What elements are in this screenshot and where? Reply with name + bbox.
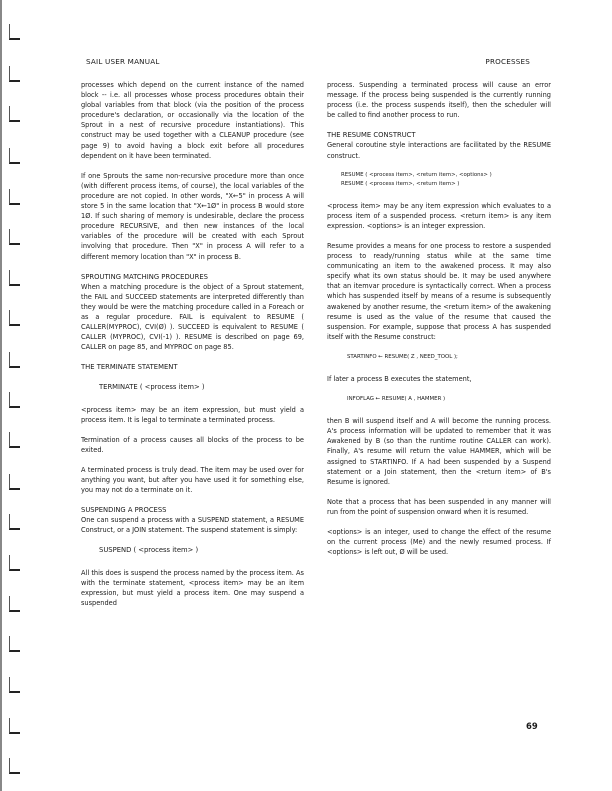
code-syntax: TERMINATE ( <process item> ) bbox=[99, 383, 205, 392]
page-number: 69 bbox=[526, 721, 538, 731]
binder-mark bbox=[9, 392, 20, 408]
code-example: INFOFLAG ← RESUME( A , HAMMER ) bbox=[347, 396, 446, 403]
code-syntax: SUSPEND ( <process item> ) bbox=[99, 546, 199, 555]
paragraph: If later a process B executes the statement, bbox=[327, 374, 472, 383]
binder-mark bbox=[9, 352, 20, 368]
paragraph: All this does is suspend the process named by the process item. As with the terminate statement, <process item> may be an item expression, but must yield a process item. One may suspend a suspended bbox=[81, 568, 304, 607]
binder-mark bbox=[9, 636, 20, 652]
paragraph: Note that a process that has been suspended in any manner will run from the point of suspension onward when it is resumed. bbox=[327, 497, 551, 516]
binder-mark bbox=[9, 514, 20, 530]
section-heading: THE TERMINATE STATEMENT bbox=[81, 363, 178, 372]
paragraph: <process item> may be any item expression which evaluates to a process item of a suspended process. <return item> is any item expression. <options> is an integer expression. bbox=[327, 201, 551, 230]
binder-mark bbox=[9, 758, 20, 774]
section-heading: SUSPENDING A PROCESS bbox=[81, 506, 167, 515]
paragraph: If one Sprouts the same non-recursive procedure more than once (with different process items, of course), the local variables of the procedure are not copied. In other words, "X←5" in process A will store 5 in the same location that "X←1Ø" in process B would store 1Ø. If such sharing of memory is undesirable, declare the process procedure RECURSIVE, and then new instances of the local variables of the procedure will be created with each Sprout involving that procedure. Then "X" in process A will refer to a different memory location than "X" in process B. bbox=[81, 171, 304, 261]
running-header-title: SAIL USER MANUAL bbox=[86, 57, 160, 66]
binder-mark bbox=[9, 24, 20, 40]
binder-mark bbox=[9, 310, 20, 326]
binder-mark bbox=[9, 229, 20, 245]
binder-mark bbox=[9, 270, 20, 286]
paragraph: Resume provides a means for one process to restore a suspended process to ready/running status while at the same time communicating an item to the awakened process. It may also specify what its own status should be. It may be used anywhere that an itemvar procedure is syntactically correct. When a process which has suspended itself by means of a resume is subsequently awakened by another resume, the <return item> of the awakening resume is used as the value of the resume that caused the suspension. For example, suppose that process A has suspended itself with the Resume construct: bbox=[327, 241, 551, 341]
binder-mark bbox=[9, 596, 20, 612]
paragraph: <process item> may be an item expression, but must yield a process item. It is legal to terminate a terminated process. bbox=[81, 405, 304, 424]
binder-mark bbox=[9, 432, 20, 448]
binder-mark bbox=[9, 66, 20, 82]
binder-marks bbox=[9, 0, 23, 791]
paragraph: <options> is an integer, used to change the effect of the resume on the current process (Me) and the newly resumed process. If <options> is left out, Ø will be used. bbox=[327, 528, 551, 557]
binder-mark bbox=[9, 677, 20, 693]
binder-mark bbox=[9, 148, 20, 164]
paragraph: A terminated process is truly dead. The item may be used over for anything you want, but after you have used it for something else, you may not do a terminate on it. bbox=[81, 465, 304, 495]
paragraph: then B will suspend itself and A will become the running process. A's process information will be updated to remember that it was Awakened by B (so than the runtime routine CALLER can work). Finally, A's resume will return the value HAMMER, which will be assigned to STARTINFO. If A had been suspended by a Suspend statement or a Join statement, then the <return item> of B's Resume is ignored. bbox=[327, 417, 551, 486]
running-header-section: PROCESSES bbox=[485, 57, 530, 66]
paragraph: processes which depend on the current instance of the named block -- i.e. all processes whose process procedures obtain their global variables from that block (via the position of the process procedure's declaration, or occasionally via the location of the Sprout in a nest of recursive procedure instantiations). This construct may be used together with a CLEANUP procedure (see page 9) to avoid having a block exit before all procedures dependent on it have been terminated. bbox=[81, 81, 304, 160]
paragraph: One can suspend a process with a SUSPEND statement, a RESUME Construct, or a JOIN statement. The suspend statement is simply: bbox=[81, 516, 304, 535]
page-edge-shadow bbox=[0, 0, 2, 791]
code-example: STARTINFO ← RESUME( Z , NEED_TOOL ); bbox=[347, 353, 458, 360]
section-heading: SPROUTING MATCHING PROCEDURES bbox=[81, 272, 208, 281]
paragraph: General coroutine style interactions are facilitated by the RESUME construct. bbox=[327, 141, 551, 160]
paragraph: Termination of a process causes all blocks of the process to be exited. bbox=[81, 435, 304, 454]
binder-mark bbox=[9, 189, 20, 205]
binder-mark bbox=[9, 474, 20, 490]
section-heading: THE RESUME CONSTRUCT bbox=[327, 131, 416, 140]
binder-mark bbox=[9, 718, 20, 734]
code-syntax: RESUME ( <process item>, <return item>, <options> ) bbox=[341, 171, 492, 178]
binder-mark bbox=[9, 106, 20, 122]
code-syntax: RESUME ( <process item>, <return item> ) bbox=[341, 180, 460, 187]
paragraph: When a matching procedure is the object of a Sprout statement, the FAIL and SUCCEED statements are interpreted differently than they would be were the matching procedure called in a Foreach or as a regular procedure. FAIL is equivalent to RESUME ( CALLER(MYPROC), CVI(Ø) ). SUCCEED is equivalent to RESUME ( CALLER (MYPROC), CVI(-1) ). RESUME is described on page 69, CALLER on page 85, and MYPROC on page 85. bbox=[81, 282, 304, 352]
right-column bbox=[327, 80, 551, 557]
paragraph: process. Suspending a terminated process will cause an error message. If the process being suspended is the currently running process (i.e. the process suspends itself), then the scheduler will be called to find another process to run. bbox=[327, 81, 551, 120]
left-column bbox=[81, 80, 304, 608]
binder-mark bbox=[9, 555, 20, 571]
